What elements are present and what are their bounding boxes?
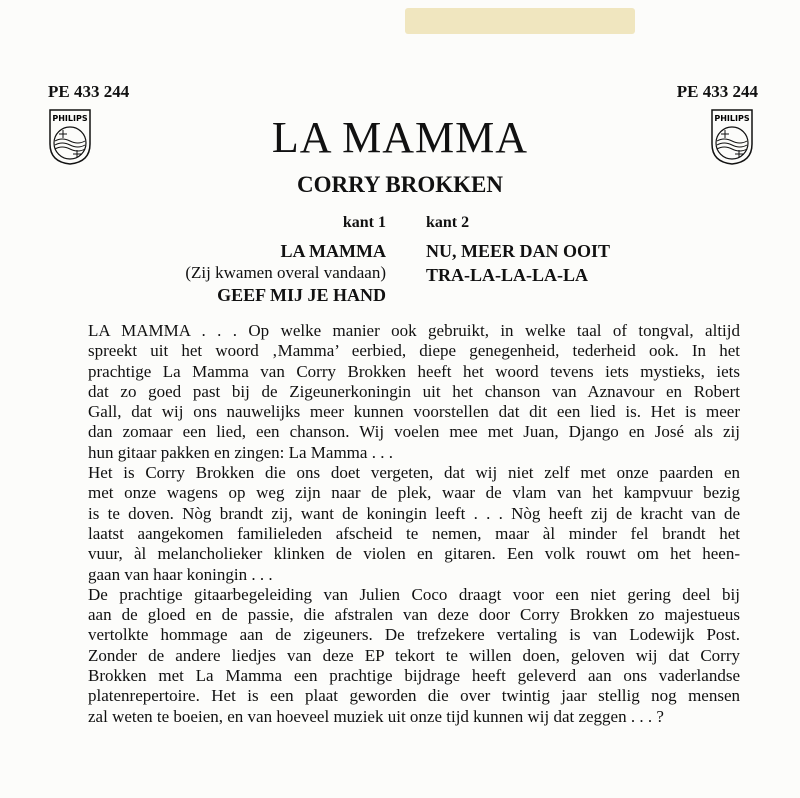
liner-notes-line: dan zomaar een lied, een chanson. Wij voelen mee met Juan, Django en José als zij xyxy=(88,422,740,442)
liner-notes-line: Gall, dat wij ons nauwelijks meer kunnen voorstellen dat dit een lied is. Het is meer xyxy=(88,402,740,422)
side-1-tracklist xyxy=(185,214,386,306)
track: GEEF MIJ JE HAND xyxy=(217,285,386,305)
liner-notes-line: De prachtige gitaarbegeleiding van Julien Coco draagt voor een niet gering deel bij xyxy=(88,584,740,604)
liner-notes-line: platenrepertoire. Het is een plaat geworden die over twintig jaar stellig nog mensen xyxy=(88,686,740,706)
liner-notes-line: gaan van haar koningin . . . xyxy=(88,564,273,584)
liner-notes-line: dat zo goed past bij de Zigeunerkoningin uit het chanson van Aznavour en Robert xyxy=(88,381,740,401)
liner-notes-line: is te doven. Nòg brandt zij, want de koningin leeft . . . Nòg heeft zij de kracht van de xyxy=(88,503,740,523)
track: LA MAMMA xyxy=(280,241,386,261)
liner-notes-line: aan de gloed en de passie, die afstralen van deze door Corry Brokken zo majestueus xyxy=(88,605,740,625)
tape-stain xyxy=(405,8,635,34)
svg-text:PHILIPS: PHILIPS xyxy=(714,114,750,123)
liner-notes-line: zal weten te boeien, en van hoeveel muziek uit onze tijd kunnen wij dat zeggen . . . ? xyxy=(88,706,664,726)
track-subtitle: (Zij kwamen overal vandaan) xyxy=(185,263,386,282)
side-2-tracklist xyxy=(426,214,610,286)
artist-name: CORRY BROKKEN xyxy=(297,172,503,197)
liner-notes-line: spreekt uit het woord ‚Mamma’ eerbied, diepe genegenheid, tederheid ook. In het xyxy=(88,341,740,361)
liner-notes-line: prachtige La Mamma van Corry Brokken heeft het woord tevens iets mystieks, iets xyxy=(88,361,740,381)
liner-notes-line: Het is Corry Brokken die ons doet vergeten, dat wij niet zelf met onze paarden en xyxy=(88,463,740,483)
side-2-label: kant 2 xyxy=(426,214,470,231)
album-title: LA MAMMA xyxy=(271,113,529,162)
track: TRA-LA-LA-LA-LA xyxy=(426,265,588,285)
liner-notes-line: vuur, àl melancholieker klinken de violen en gitaren. Een volk rouwt om het heen- xyxy=(88,544,740,564)
catalog-number-left: PE 433 244 xyxy=(48,82,130,101)
liner-notes-line: met onze wagens op weg zijn naar de plek, waar de vlam van het kampvuur bezig xyxy=(88,483,740,503)
liner-notes-line: LA MAMMA . . . Op welke manier ook gebruikt, in welke taal of tongval, altijd xyxy=(88,321,740,340)
svg-text:PHILIPS: PHILIPS xyxy=(52,114,88,123)
track: NU, MEER DAN OOIT xyxy=(426,241,611,261)
liner-notes-line: laatst aangekomen familieleden afscheid te nemen, maar àl minder fel brandt het xyxy=(88,523,740,543)
catalog-number-right: PE 433 244 xyxy=(676,82,758,101)
liner-notes-line: Brokken met La Mamma een prachtige bijdrage heeft geleverd aan ons vaderlandse xyxy=(88,666,740,686)
liner-notes xyxy=(88,321,740,727)
liner-notes-line: hun gitaar pakken en zingen: La Mamma . . . xyxy=(88,442,393,462)
liner-notes-line: Zonder de andere liedjes van deze EP tekort te willen doen, geloven wij dat Corry xyxy=(88,645,740,665)
side-1-label: kant 1 xyxy=(342,214,386,231)
liner-notes-line: vertolkte hommage aan de zigeuners. De trefzekere vertaling is van Lodewijk Post. xyxy=(88,625,740,645)
